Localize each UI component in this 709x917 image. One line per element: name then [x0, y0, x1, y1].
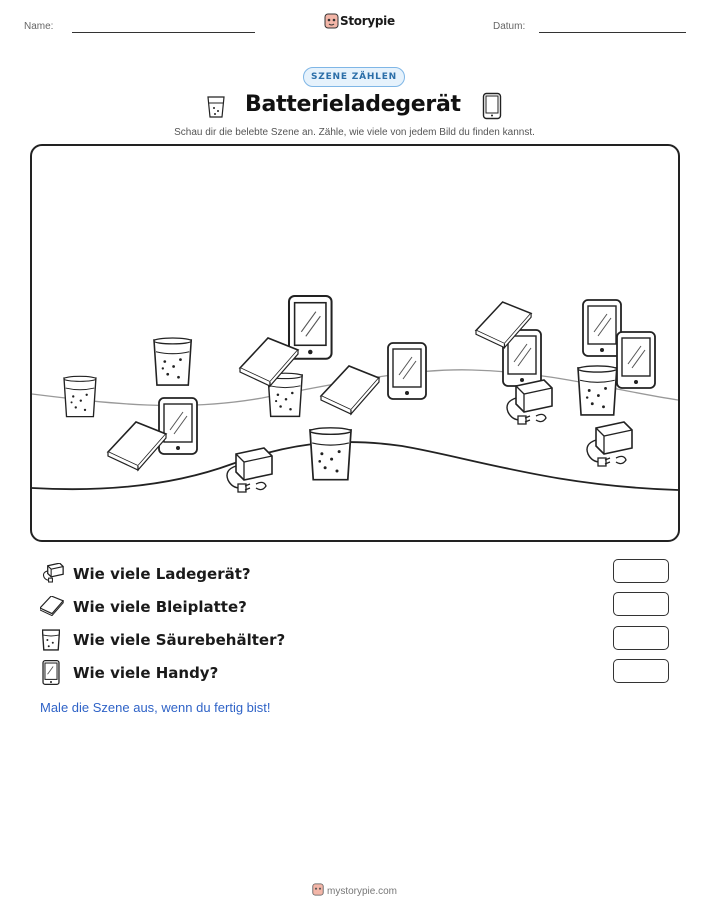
charger-icon [40, 563, 64, 583]
lead-plate-icon [40, 596, 64, 616]
footer-mascot-icon [312, 883, 324, 896]
instructions-subtitle: Schau dir die belebte Szene an. Zähle, wie viele von jedem Bild du finden kannst. [174, 127, 535, 138]
scene-illustration [32, 146, 678, 540]
acid-container [154, 338, 191, 385]
activity-badge: SZENE ZÄHLEN [303, 67, 405, 87]
storypie-logo [324, 13, 414, 31]
question-acid-container-text: Wie viele Säurebehälter? [73, 631, 286, 649]
acid-container-icon [42, 629, 60, 651]
date-label: Datum: [493, 21, 526, 32]
phone [388, 343, 426, 399]
lead-plate [108, 422, 166, 470]
date-line[interactable] [539, 32, 686, 33]
answer-box-acid-container[interactable] [613, 626, 669, 650]
acid-container [64, 376, 96, 416]
name-label: Name: [24, 21, 54, 32]
question-phone-text: Wie viele Handy? [73, 664, 219, 682]
phone-icon [482, 92, 502, 120]
logo-mascot-icon [324, 13, 339, 29]
name-line[interactable] [72, 32, 255, 33]
question-charger-text: Wie viele Ladegerät? [73, 565, 251, 583]
footer [0, 883, 709, 897]
counting-scene [30, 144, 680, 542]
answer-box-phone[interactable] [613, 659, 669, 683]
coloring-instruction: Male die Szene aus, wenn du fertig bist! [40, 700, 271, 715]
brand-name: Storypie [340, 14, 395, 28]
lead-plate [321, 366, 379, 414]
footer-url[interactable]: mystorypie.com [326, 886, 397, 897]
answer-box-charger[interactable] [613, 559, 669, 583]
acid-container [578, 366, 617, 415]
phone [583, 300, 621, 356]
charger [227, 448, 272, 492]
phone [159, 398, 197, 454]
question-lead-plate-text: Wie viele Bleiplatte? [73, 598, 247, 616]
acid-container-icon [206, 95, 226, 119]
acid-container [310, 428, 351, 480]
phone-icon [42, 660, 60, 685]
answer-box-lead-plate[interactable] [613, 592, 669, 616]
page-title: Batterieladegerät [245, 92, 461, 117]
charger [587, 422, 632, 466]
phone [617, 332, 655, 388]
